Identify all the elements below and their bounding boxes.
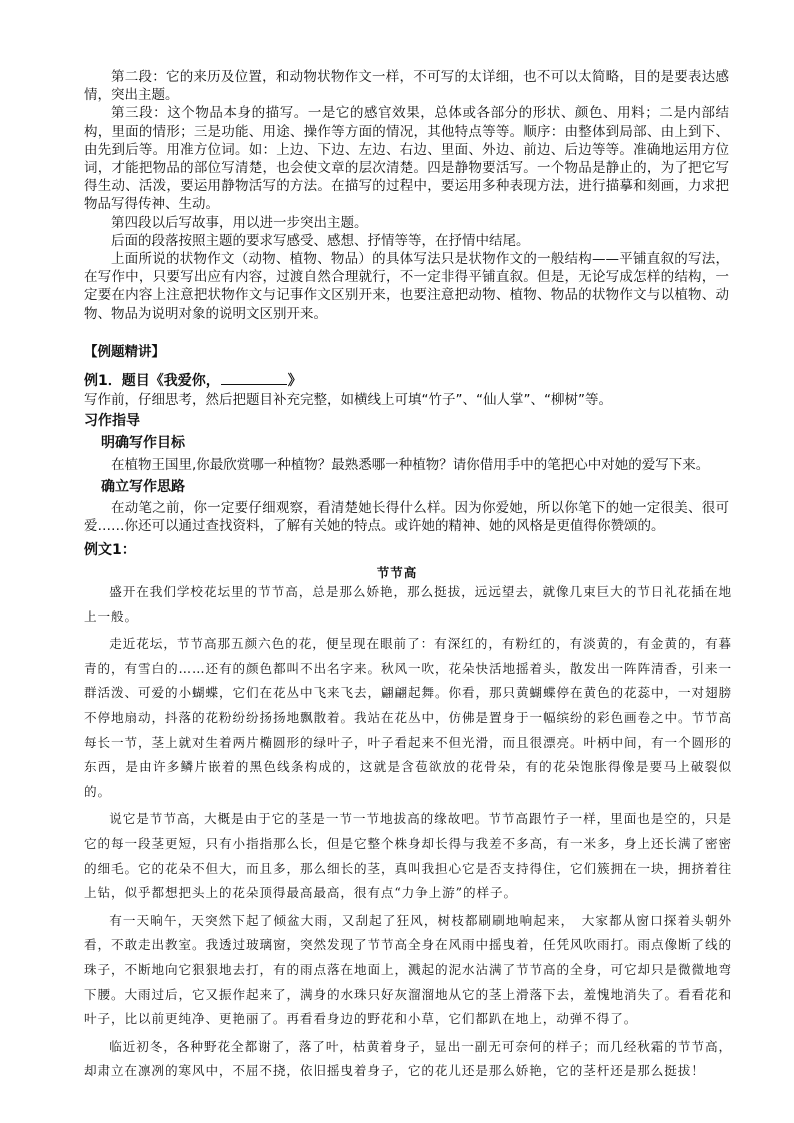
idea-heading: 确立写作思路 bbox=[101, 479, 185, 495]
example-instruction: 写作前，仔细思考，然后把题目补充完整，如横线上可填“竹子”、“仙人掌”、“柳树”等。 bbox=[84, 392, 612, 408]
intro-section bbox=[84, 68, 729, 323]
intro-paragraph-4: 第四段以后写故事，用以进一步突出主题。 bbox=[111, 214, 368, 231]
essay-paragraph-4: 有一天晌午，天突然下起了倾盆大雨，又刮起了狂风，树枝都刷刷地响起来， 大家都从窗口探着头朝外看，不敢走出教室。我透过玻璃窗，突然发现了节节高全身在风雨中摇曳着，任凭风吹雨打。雨点像断了线的珠子，不断地向它狠狠地去打，有的雨点落在地面上，溅起的泥水沾满了节节高的全身，可它却只是微微地弯下腰。大雨过后，它又振作起来了，满身的水珠只好灰溜溜地从它的茎上滑落下去，羞愧地消失了。看看花和叶子，比以前更纯净、更艳丽了。再看看身边的野花和小草，它们都趴在地上，动弹不得了。 bbox=[84, 912, 732, 1027]
intro-paragraph-3: 第三段：这个物品本身的描写。一是它的感官效果，总体或各部分的形状、颜色、用料；二是内部结构，里面的情形；三是功能、用途、操作等方面的情况，其他特点等等。顺序：由整体到局部、由上到下、由先到后等。用准方位词。如：上边、下边、左边、右边、里面、外边、前边、后边等等。准确地运用方位词，才能把物品的部位写清楚，也会使文章的层次清楚。四是静物要活写。一个物品是静止的，为了把它写得生动、活泼，要运用静物活写的方法。在描写的过程中，要运用多种表现方法，进行描摹和刻画，力求把物品写得传神、生动。 bbox=[84, 105, 729, 213]
guide-heading: 习作指导 bbox=[84, 413, 140, 429]
example-title-suffix: 》 bbox=[287, 373, 302, 389]
example-title bbox=[84, 370, 744, 390]
goal-heading: 明确写作目标 bbox=[101, 435, 185, 451]
goal-text-block bbox=[84, 456, 729, 474]
title-blank bbox=[221, 370, 287, 385]
essay-paragraph-5: 临近初冬，各种野花全都谢了，落了叶，枯黄着身子，显出一副无可奈何的样子；而几经秋霜的节节高，却肃立在凛冽的寒风中，不屈不挠，依旧摇曳着身子，它的花儿还是那么娇艳，它的茎杆还是那么挺拔！ bbox=[84, 1038, 732, 1079]
idea-text: 在动笔之前，你一定要仔细观察，看清楚她长得什么样。因为你爱她，所以你笔下的她一定很美、很可爱……你还可以通过查找资料，了解有关她的特点。或许她的精神、她的风格是更值得你赞颂的。 bbox=[84, 500, 729, 535]
section-heading: 【例题精讲】 bbox=[84, 344, 165, 360]
essay-body bbox=[84, 580, 732, 1087]
essay-paragraph-2: 走近花坛，节节高那五颜六色的花，便呈现在眼前了：有深红的，有粉红的，有淡黄的，有金黄的，有暮青的，有雪白的……还有的颜色都叫不出名字来。秋风一吹，花朵快活地摇着头，散发出一阵阵清香，引来一群活泼、可爱的小蝴蝶，它们在花丛中飞来飞去，翩翩起舞。你看，那只黄蝴蝶停在黄色的花蕊中，一对翅膀不停地扇动，抖落的花粉纷纷扬扬地飘散着。我站在花丛中，仿佛是置身于一幅缤纷的彩色画卷之中。节节高每长一节，茎上就对生着两片椭圆形的绿叶子，叶子看起来不但光滑，而且很漂亮。叶柄中间，有一个圆形的东西，是由许多鳞片嵌着的黑色线条构成的，这就是含苞欲放的花骨朵，有的花朵饱胀得像是要马上破裂似的。 bbox=[84, 636, 732, 799]
essay-paragraph-3: 说它是节节高，大概是由于它的茎是一节一节地拔高的缘故吧。节节高跟竹子一样，里面也是空的，只是它的每一段茎更短，只有小指指那么长，但是它整个株身却长得与我差不多高，有一米多，身上还长满了密密的细毛。它的花朵不但大，而且多，那么细长的茎，真叫我担心它是否支持得住，它们簇拥在一块，拥挤着往上钻，似乎都想把头上的花朵顶得最高最高，很有点“力争上游”的样子。 bbox=[84, 811, 732, 901]
idea-text-block bbox=[84, 499, 729, 535]
essay-paragraph-1: 盛开在我们学校花坛里的节节高，总是那么娇艳，那么挺拔，远远望去，就像几束巨大的节日礼花插在地上一般。 bbox=[84, 584, 732, 624]
essay-title: 节节高 bbox=[376, 565, 418, 580]
sample-label: 例文1： bbox=[84, 542, 136, 558]
intro-paragraph-5: 后面的段落按照主题的要求写感受、感想、抒情等等，在抒情中结尾。 bbox=[111, 232, 530, 249]
intro-paragraph-2: 第二段：它的来历及位置，和动物状物作文一样，不可写的太详细，也不可以太简略，目的是要表达感情，突出主题。 bbox=[84, 69, 729, 104]
goal-text: 在植物王国里,你最欣赏哪一种植物？最熟悉哪一种植物？请你借用手中的笔把心中对她的爱写下来。 bbox=[111, 457, 710, 473]
example-title-prefix: 例1．题目《我爱你， bbox=[84, 373, 220, 389]
intro-paragraph-6: 上面所说的状物作文（动物、植物、物品）的具体写法只是状物作文的一般结构——平铺直叙的写法，在写作中，只要写出应有内容，过渡自然合理就行，不一定非得平铺直叙。但是，无论写成怎样的结构，一定要在内容上注意把状物作文与记事作文区别开来，也要注意把动物、植物、物品的状物作文与以植物、动物、物品为说明对象的说明文区别开来。 bbox=[84, 251, 729, 322]
